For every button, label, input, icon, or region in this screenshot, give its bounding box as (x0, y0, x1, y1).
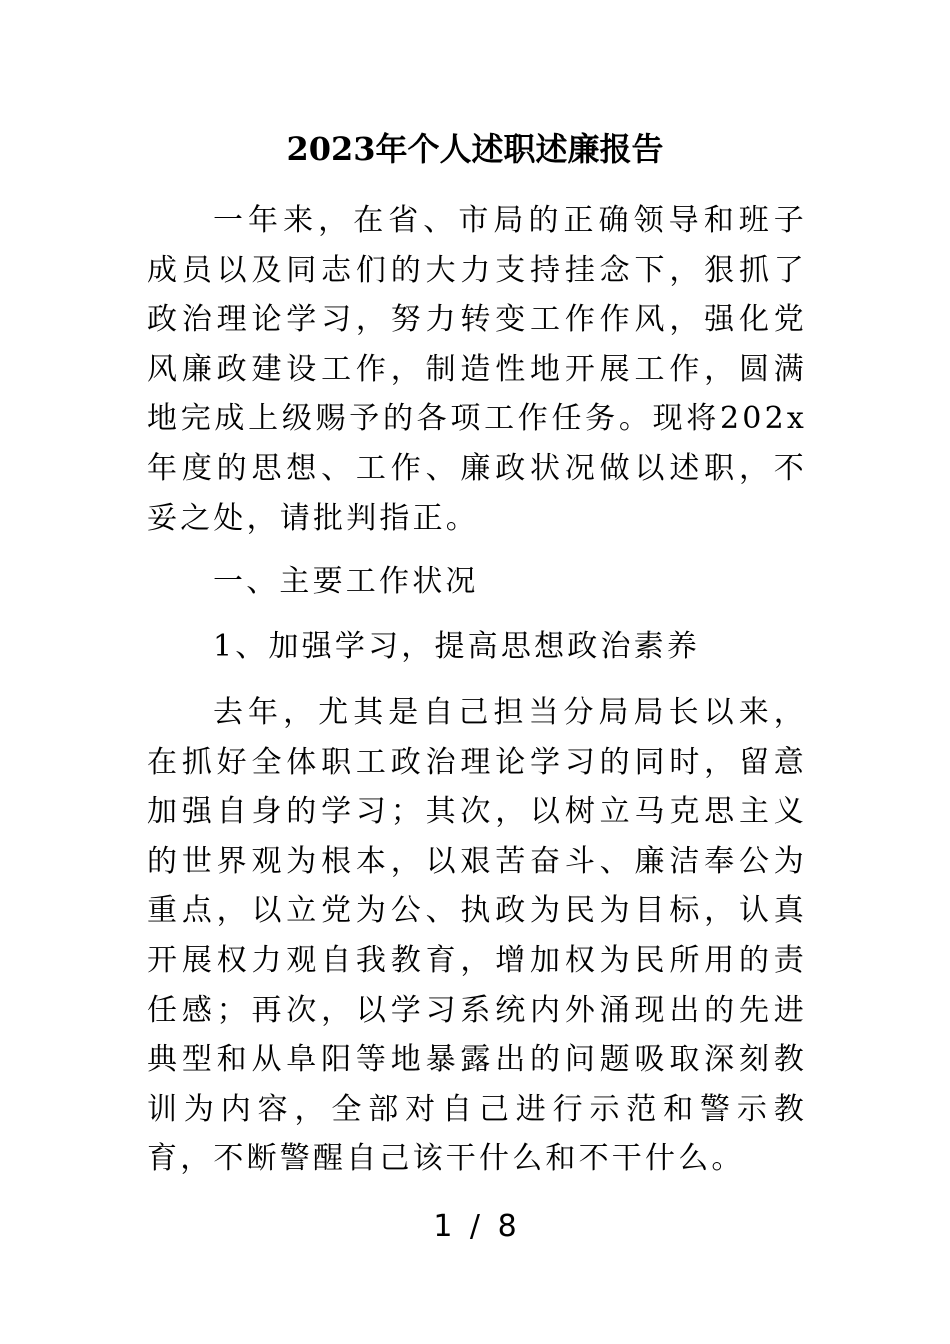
paragraph-intro: 一年来，在省、市局的正确领导和班子成员以及同志们的大力支持挂念下，狠抓了政治理论学习，努力转变工作作风，强化党风廉政建设工作，制造性地开展工作，圆满地完成上级赐予的各项工作任务。现将202x年度的思想、工作、廉政状况做以述职，不妥之处，请批判指正。 (147, 203, 807, 536)
paragraph-study: 去年，尤其是自己担当分局局长以来，在抓好全体职工政治理论学习的同时，留意加强自身的学习；其次，以树立马克思主义的世界观为根本，以艰苦奋斗、廉洁奉公为重点，以立党为公、执政为民为目标，认真开展权力观自我教育，增加权为民所用的责任感；再次，以学习系统内外涌现出的先进典型和从阜阳等地暴露出的问题吸取深刻教训为内容，全部对自己进行示范和警示教育，不断警醒自己该干什么和不干什么。 (147, 695, 807, 1177)
document-title: 2023年个人述职述廉报告 (286, 130, 664, 168)
page-number: 1 / 8 (433, 1209, 517, 1244)
subsection-heading-study: 1、加强学习，提高思想政治素养 (213, 629, 701, 664)
section-heading-main-work: 一、主要工作状况 (213, 564, 479, 599)
